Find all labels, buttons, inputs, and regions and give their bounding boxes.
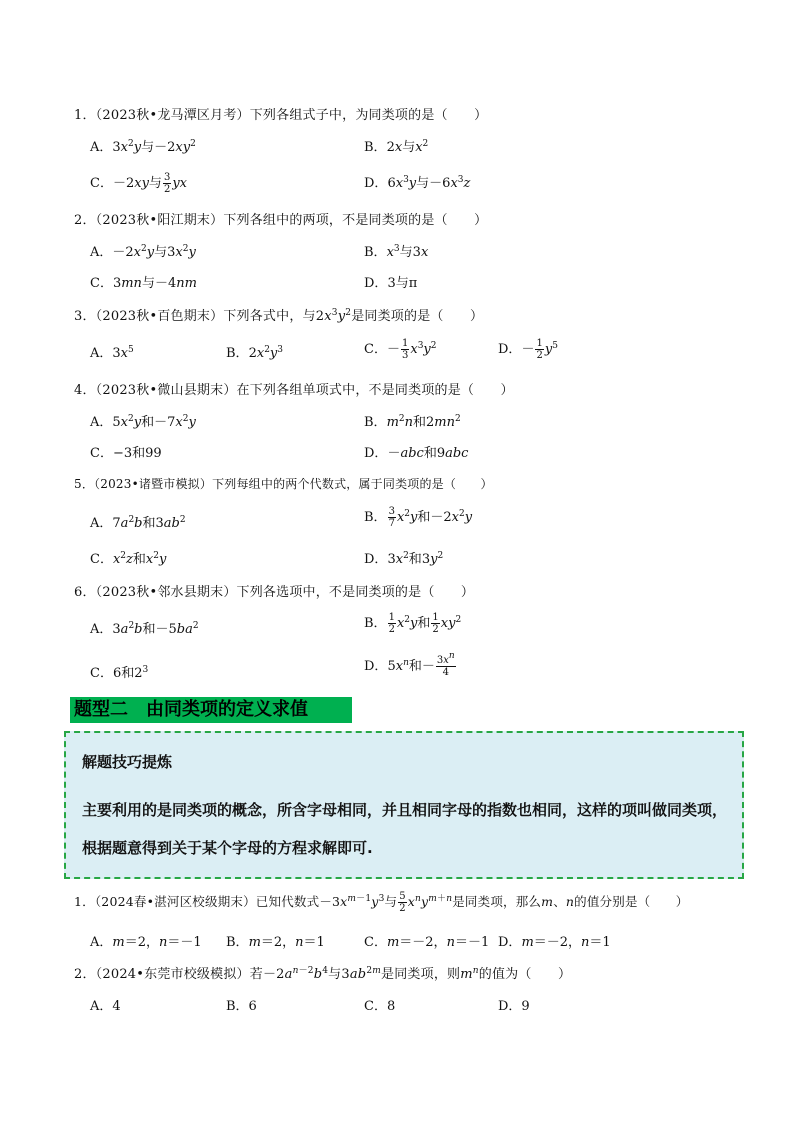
- math-expression: $x^3$: [386, 244, 400, 260]
- math-expression: $-2x^2y$: [112, 244, 155, 260]
- math-expression: $m^2n$: [386, 414, 413, 430]
- q2-option-c: C．3mn与－4nm: [90, 276, 197, 291]
- question-6: 6．（2023秋•邻水县期末）下列各选项中，不是同类项的是（ ）: [74, 585, 475, 600]
- math-expression: $m^n$: [460, 966, 479, 982]
- math-expression: $3x^2y$: [112, 139, 142, 155]
- q1-option-d: D．$6x^3y$与$-6x^3z$: [364, 175, 471, 191]
- q6-option-d: D．$5x^n$和－ $\frac{3x^n}{4}$: [364, 651, 455, 678]
- question-1: 1．（2023秋•龙马潭区月考）下列各组式子中，为同类项的是（ ）: [74, 108, 488, 123]
- question-2: 2．（2023秋•阳江期末）下列各组中的两项，不是同类项的是（ ）: [74, 213, 488, 228]
- math-expression: － $\frac{3x^n}{4}$: [421, 651, 455, 678]
- q4-option-b: B．$m^2n$和$2mn^2$: [364, 414, 461, 430]
- math-expression: 9abc: [436, 446, 469, 461]
- math-expression: －abc: [387, 446, 424, 461]
- math-expression: － $\frac{1}{2}$ $y^5$: [521, 338, 558, 361]
- math-expression: 2x: [386, 140, 403, 155]
- q4-option-c: C．−3和99: [90, 446, 162, 461]
- math-expression: $2x^3y^2$: [315, 308, 352, 324]
- q3-option-c: C．－ $\frac{1}{3}$ $x^3y^2$: [364, 338, 437, 361]
- p1-option-c: C．m＝－2，n＝－1: [364, 935, 490, 950]
- math-expression: m＝－2，n＝－1: [386, 935, 490, 950]
- math-expression: $6x^3y$: [387, 175, 417, 191]
- q3-option-b: B．$2x^2y^3$: [226, 345, 284, 361]
- question-4: 4．（2023秋•微山县期末）在下列各组单项式中，不是同类项的是（ ）: [74, 383, 514, 398]
- math-expression: $x^2$: [415, 139, 429, 155]
- math-expression: $\frac{1}{2}$ $x^2y$: [388, 612, 418, 635]
- math-expression: $5x^n$: [387, 658, 409, 674]
- q6-option-a: A．$3a^2b$和$-5ba^2$: [90, 621, 199, 637]
- q2-option-d: D．3与π: [364, 276, 418, 291]
- math-expression: $\frac{3}{7}$ $x^2y$: [388, 506, 418, 529]
- math-expression: －4nm: [154, 276, 197, 291]
- p2-option-b: B．6: [226, 999, 257, 1014]
- math-expression: 3mn: [112, 276, 142, 291]
- problem-2: 2．（2024•东莞市校级模拟）若$-2a^{n-2}b^4$与$3ab^{2m}$是同类项，则$m^n$的值为（ ）: [74, 966, 572, 982]
- p2-option-d: D．9: [498, 999, 530, 1014]
- q5-option-a: A．$7a^2b$和$3ab^2$: [90, 515, 186, 531]
- math-expression: $-5ba^2$: [155, 621, 199, 637]
- q5-option-c: C．$x^2z$和$x^2y$: [90, 551, 167, 567]
- q1-option-c: C．－2xy与 $\frac{3}{2}$ yx: [90, 172, 187, 195]
- p1-option-d: D．m＝－2，n＝1: [498, 935, 611, 950]
- p1-option-b: B．m＝2，n＝1: [226, 935, 325, 950]
- math-expression: $\frac{3}{2}$ yx: [163, 172, 187, 195]
- q5-option-d: D．$3x^2$和$3y^2$: [364, 551, 444, 567]
- q1-option-a: A．$3x^2y$与$-2xy^2$: [90, 139, 196, 155]
- math-expression: $-2x^2y$: [430, 509, 473, 525]
- q3-option-a: A．$3x^5$: [90, 345, 134, 361]
- q2-option-b: B．$x^3$与3x: [364, 244, 429, 260]
- math-expression: $-3x^{m-1}y^3$: [319, 894, 385, 909]
- math-expression: $7a^2b$: [112, 515, 143, 531]
- q2-option-a: A．$-2x^2y$与$3x^2y$: [90, 244, 196, 260]
- p2-option-a: A．4: [90, 999, 121, 1014]
- math-expression: m＝2，n＝1: [248, 935, 325, 950]
- q5-option-b: B． $\frac{3}{7}$ $x^2y$和$-2x^2y$: [364, 506, 473, 529]
- question-3: 3．（2023秋•百色期末）下列各式中，与$2x^3y^2$是同类项的是（ ）: [74, 308, 484, 324]
- math-expression: m＝－2，n＝1: [521, 935, 611, 950]
- math-expression: $3x^2$: [387, 551, 409, 567]
- q4-option-d: D．－abc和9abc: [364, 446, 469, 461]
- math-expression: $x^2y$: [145, 551, 167, 567]
- q4-option-a: A．$5x^2y$和$-7x^2y$: [90, 414, 196, 430]
- question-5: 5．（2023•诸暨市模拟）下列每组中的两个代数式，属于同类项的是（ ）: [74, 477, 493, 491]
- p2-option-c: C．8: [364, 999, 396, 1014]
- math-expression: $\frac{1}{2}$ $xy^2$: [432, 612, 462, 635]
- math-expression: $-7x^2y$: [154, 414, 196, 430]
- p1-option-a: A．m＝2，n＝－1: [90, 935, 202, 950]
- math-expression: $2^3$: [134, 665, 149, 681]
- math-expression: $3y^2$: [421, 551, 444, 567]
- math-expression: $\frac{5}{2}$ $x^ny^{m+n}$: [399, 891, 453, 914]
- math-expression: － $\frac{1}{3}$ $x^3y^2$: [386, 338, 437, 361]
- math-expression: $-6x^3z$: [429, 175, 471, 191]
- math-expression: $2x^2y^3$: [248, 345, 284, 361]
- q6-option-b: B． $\frac{1}{2}$ $x^2y$和 $\frac{1}{2}$ $xy^2$: [364, 612, 462, 635]
- math-expression: $-2a^{n-2}b^4$: [262, 966, 329, 982]
- q6-option-c: C．6和$2^3$: [90, 665, 149, 681]
- math-expression: $-2xy^2$: [154, 139, 196, 155]
- tip-title: 解题技巧提炼: [82, 753, 173, 771]
- math-expression: $3ab^2$: [155, 515, 186, 531]
- q3-option-d: D．－ $\frac{1}{2}$ $y^5$: [498, 338, 558, 361]
- math-expression: －2xy: [112, 176, 149, 191]
- math-expression: $3x^5$: [112, 345, 134, 361]
- tip-box: [64, 731, 744, 879]
- math-expression: m＝2，n＝－1: [112, 935, 202, 950]
- math-expression: 3x: [412, 245, 429, 260]
- math-expression: $2mn^2$: [426, 414, 461, 430]
- q1-option-b: B．2x与$x^2$: [364, 139, 429, 155]
- math-expression: $3ab^{2m}$: [341, 966, 382, 982]
- math-expression: $5x^2y$: [112, 414, 142, 430]
- math-expression: $3x^2y$: [167, 244, 196, 260]
- math-expression: $x^2z$: [112, 551, 133, 567]
- tip-body: 主要利用的是同类项的概念，所含字母相同，并且相同字母的指数也相同，这样的项叫做同类项，根据题意得到关于某个字母的方程求解即可.: [82, 801, 728, 857]
- problem-1: 1．（2024春•湛河区校级期末）已知代数式$-3x^{m-1}y^3$与 $\frac{5}{2}$ $x^ny^{m+n}$是同类项，那么m、n的值分别是（ ）: [74, 891, 689, 914]
- math-expression: $3a^2b$: [112, 621, 143, 637]
- section-heading: 题型二 由同类项的定义求值: [70, 697, 352, 723]
